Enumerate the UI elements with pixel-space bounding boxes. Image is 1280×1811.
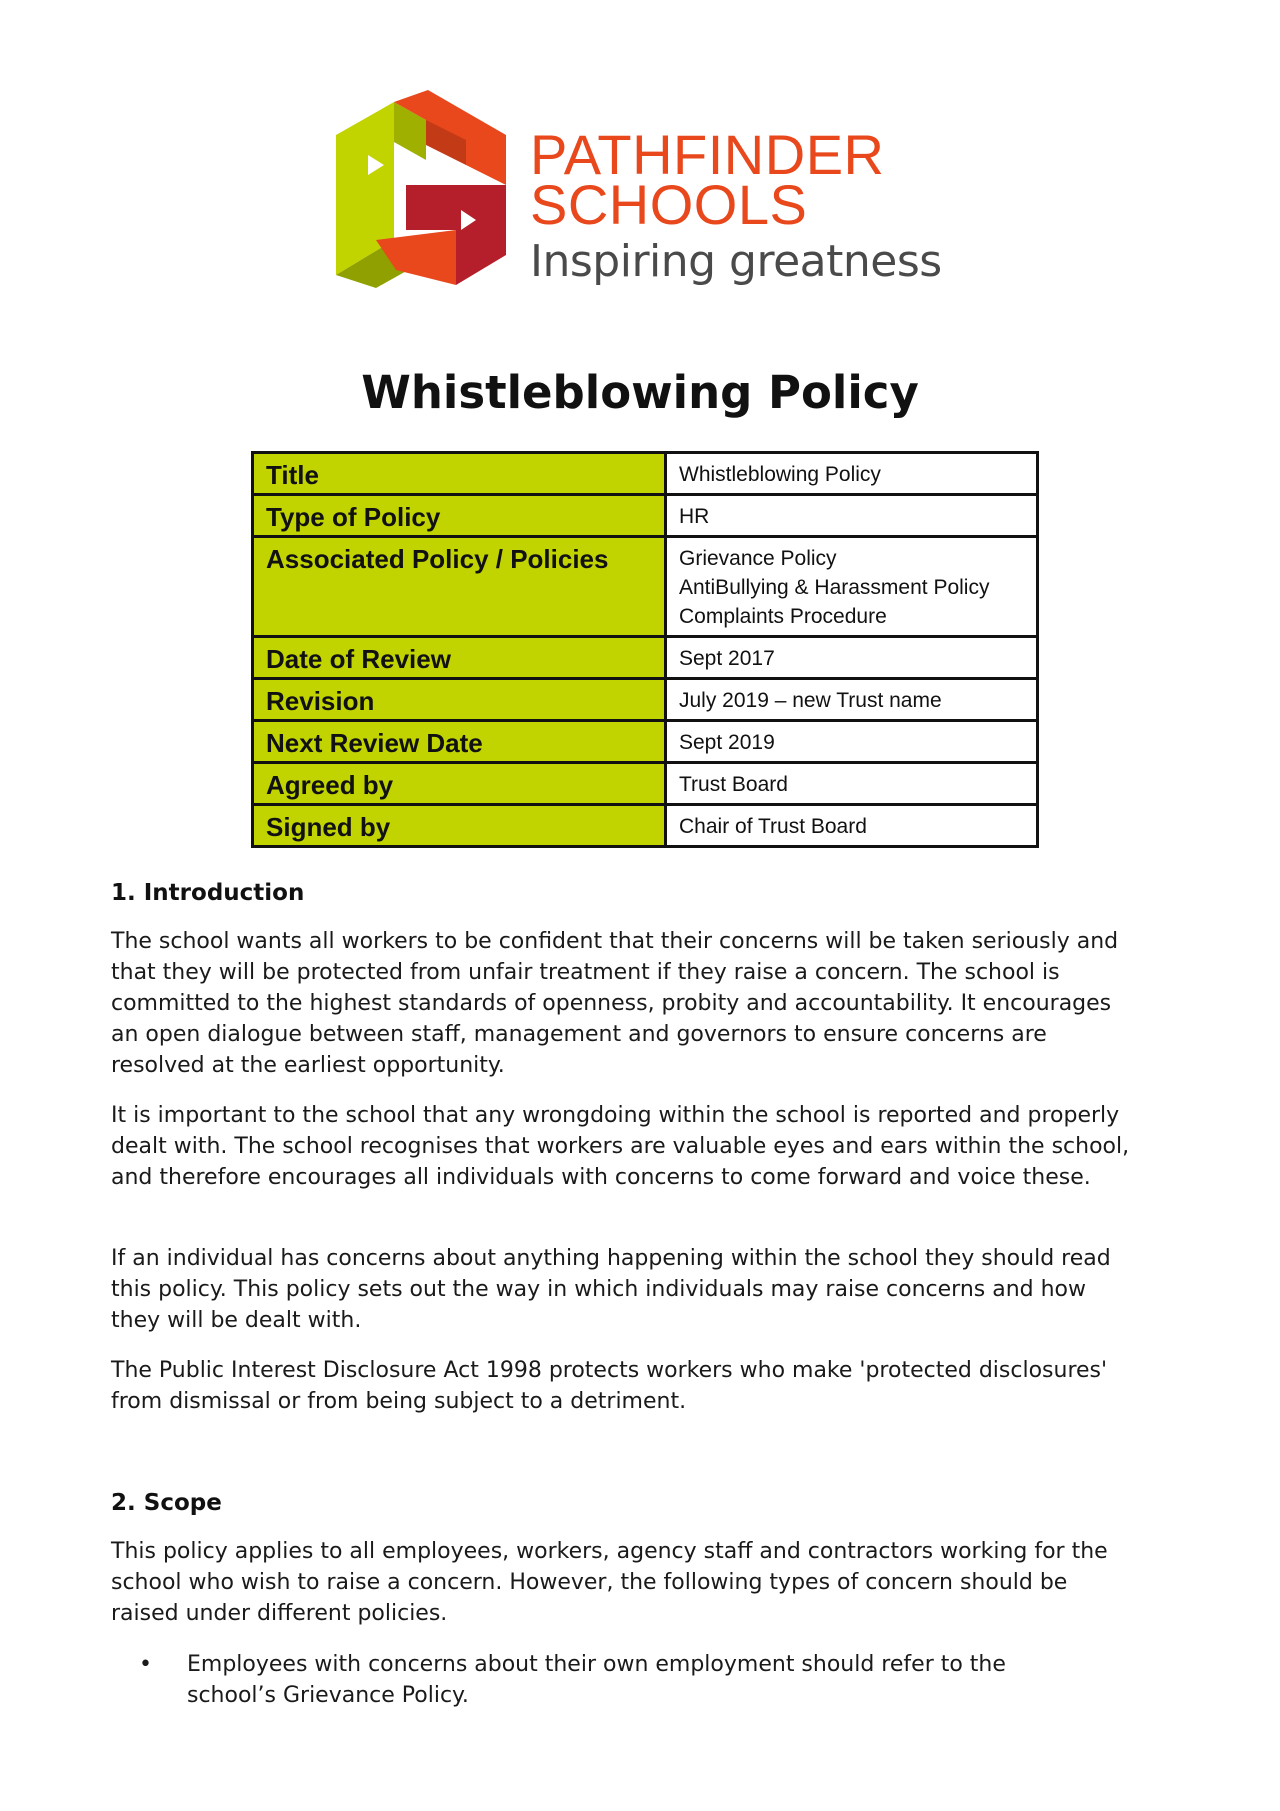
row-label: Agreed by: [253, 763, 666, 805]
scope-paragraph: [111, 1536, 1141, 1629]
table-row: [253, 537, 1038, 637]
row-value: Sept 2019: [666, 721, 1038, 763]
row-value-list: [666, 537, 1038, 637]
row-label: Date of Review: [253, 637, 666, 679]
brand-tagline: Inspiring greatness: [530, 236, 942, 287]
table-row: [253, 637, 1038, 679]
section-heading: 2. Scope: [111, 1490, 222, 1516]
table-row: [253, 679, 1038, 721]
pathfinder-logo-mark-icon: [336, 90, 516, 290]
paragraph: The school wants all workers to be confident that their concerns will be taken seriously and that they will be protected from unfair treatment if they raise a concern. The school is committed to the highest standards of openness, probity and accountability. It encourages an open dialogue between staff, management and governors to ensure concerns are resolved at the earliest opportunity.: [111, 929, 1119, 1078]
associated-policy-item: Grievance Policy: [679, 547, 837, 570]
row-value: Trust Board: [666, 763, 1038, 805]
paragraph: This policy applies to all employees, workers, agency staff and contractors working for the school who wish to raise a concern. However, the following types of concern should be raised under different policies.: [111, 1539, 1108, 1626]
row-value: HR: [666, 495, 1038, 537]
logo-text: [530, 123, 942, 290]
associated-policy-item: Complaints Procedure: [679, 605, 887, 628]
intro-paragraph-1: [111, 926, 1141, 1081]
intro-paragraph-3: [111, 1243, 1141, 1336]
row-label: Title: [253, 453, 666, 495]
brand-name-line-2: SCHOOLS: [530, 173, 808, 236]
row-label: Next Review Date: [253, 721, 666, 763]
row-label: Revision: [253, 679, 666, 721]
section-scope: [111, 1490, 1141, 1516]
brand-name-line-1: PATHFINDER: [530, 123, 885, 186]
table-row: [253, 805, 1038, 847]
table-row: [253, 763, 1038, 805]
intro-paragraph-2: [111, 1100, 1141, 1193]
row-value: July 2019 – new Trust name: [666, 679, 1038, 721]
row-label: Signed by: [253, 805, 666, 847]
section-heading: 1. Introduction: [111, 880, 305, 906]
table-row: [253, 453, 1038, 495]
row-value: Whistleblowing Policy: [666, 453, 1038, 495]
row-label: Associated Policy / Policies: [253, 537, 666, 637]
row-label: Type of Policy: [253, 495, 666, 537]
pathfinder-logo: [336, 90, 956, 290]
policy-info-table: [251, 451, 1039, 848]
paragraph: If an individual has concerns about anything happening within the school they should read this policy. This policy sets out the way in which individuals may raise concerns and how they will be dealt with.: [111, 1246, 1111, 1333]
paragraph: It is important to the school that any wrongdoing within the school is reported and properly dealt with. The school recognises that workers are valuable eyes and ears within the school, and therefore encourages all individuals with concerns to come forward and voice these.: [111, 1103, 1130, 1190]
document-title: Whistleblowing Policy: [361, 366, 919, 419]
bullet-text: Employees with concerns about their own employment should refer to the school’s Grievance Policy.: [187, 1652, 1006, 1708]
row-value: Sept 2017: [666, 637, 1038, 679]
intro-paragraph-4: [111, 1355, 1141, 1417]
paragraph: The Public Interest Disclosure Act 1998 protects workers who make 'protected disclosures' from dismissal or from being subject to a detriment.: [111, 1358, 1108, 1414]
table-row: [253, 721, 1038, 763]
table-row: [253, 495, 1038, 537]
row-value: Chair of Trust Board: [666, 805, 1038, 847]
section-introduction: [111, 880, 1141, 906]
bullet-icon: •: [139, 1652, 152, 1677]
associated-policy-item: AntiBullying & Harassment Policy: [679, 576, 990, 599]
